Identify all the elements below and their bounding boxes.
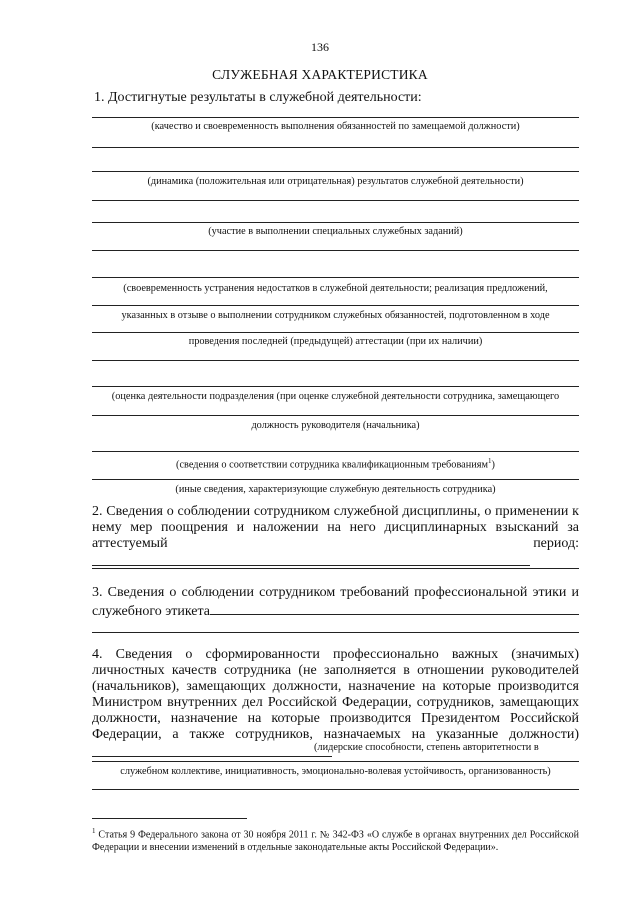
field-caption: (лидерские способности, степень авторитетности в [314,742,539,753]
footnote-reference: 1 [488,457,492,465]
fill-line[interactable] [92,451,579,452]
fill-line[interactable] [92,332,579,333]
fill-line[interactable] [92,200,579,201]
fill-line[interactable] [92,305,579,306]
fill-line[interactable] [92,632,579,633]
fill-line[interactable] [92,568,579,569]
document-title: СЛУЖЕБНАЯ ХАРАКТЕРИСТИКА [212,67,428,82]
page-number: 136 [311,40,329,54]
field-caption: должность руководителя (начальника) [251,420,420,431]
section-2 [92,504,579,571]
fill-line[interactable] [92,386,579,387]
section-3-text: 3. Сведения о соблюдении сотрудником требований профессиональной этики и [92,585,579,600]
section-4-positions-label: назначаемых на указанные должности) [323,727,579,742]
fill-line[interactable] [92,552,530,566]
fill-line[interactable] [92,117,579,118]
fill-line[interactable] [92,250,579,251]
fill-line[interactable] [92,789,579,790]
section-1-heading: 1. Достигнутые результаты в служебной деятельности: [94,90,422,105]
fill-line[interactable] [92,147,579,148]
field-caption [92,455,579,471]
field-caption: служебном коллективе, инициативность, эмоционально-волевая устойчивость, организованность) [120,766,551,777]
field-caption: (своевременность устранения недостатков в служебной деятельности; реализация предложений, [123,283,548,294]
fill-line[interactable] [92,360,579,361]
section-2-period-label: период: [533,536,579,551]
section-4-text: 4. Сведения о сформированности профессионально важных (значимых) личностных качеств сотрудника (не заполняется в отношении руководителей (начальников), замещающих должности, назначение на которые производится Министром внутренних дел Российской Федерации, сотрудников, замещающих должности, назначение на которые производится Президентом Российской Федерации, а также сотрудников, [92,647,579,742]
footnote-separator [92,818,247,819]
field-caption: (иные сведения, характеризующие служебную деятельность сотрудника) [175,484,496,495]
section-2-text: 2. Сведения о соблюдении сотрудником служебной дисциплины, о применении к нему мер поощрения и наложении на него дисциплинарных взысканий за аттестуемый [92,504,579,551]
fill-line[interactable] [92,277,579,278]
qualification-caption: (сведения о соответствии сотрудника квалификационным требованиям [176,459,489,471]
fill-line[interactable] [92,479,579,480]
field-caption: указанных в отзыве о выполнении сотрудником служебных обязанностей, подготовленном в ходе [121,310,550,321]
section-3-etiquette-label: служебного этикета [92,604,211,619]
fill-line[interactable] [92,171,579,172]
section-3 [92,585,579,620]
footnote [92,825,579,854]
fill-line[interactable] [92,743,332,757]
fill-line[interactable] [210,601,579,615]
footnote-mark: 1 [92,827,96,835]
field-caption: (качество и своевременность выполнения обязанностей по замещаемой должности) [151,121,520,132]
field-caption: (участие в выполнении специальных служебных заданий) [208,226,463,237]
field-caption: (динамика (положительная или отрицательная) результатов служебной деятельности) [147,176,524,187]
field-caption: (оценка деятельности подразделения (при оценке служебной деятельности сотрудника, замещающего [111,391,560,402]
fill-line[interactable] [92,415,579,416]
caption-close-paren: ) [491,459,495,471]
fill-line[interactable] [92,761,579,762]
footnote-text: Статья 9 Федерального закона от 30 ноября 2011 г. № 342-ФЗ «О службе в органах внутренних дел Российской Федерации и внесении изменений в отдельные законодательные акты Российской Федерации». [92,829,579,854]
field-caption: проведения последней (предыдущей) аттестации (при их наличии) [188,336,483,347]
fill-line[interactable] [92,222,579,223]
